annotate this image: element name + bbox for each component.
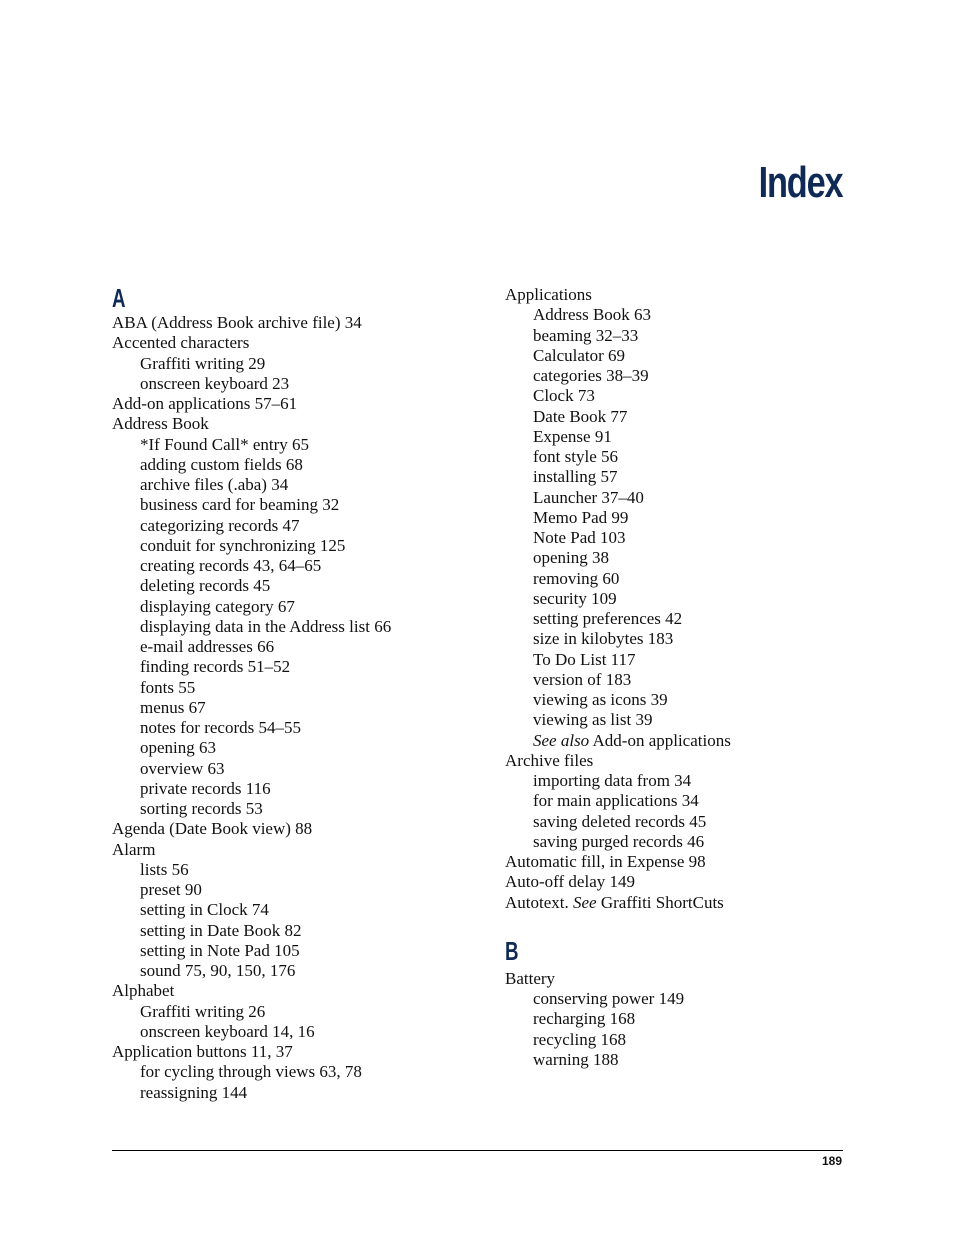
index-subentry: security 109 [533,588,617,608]
index-subentry: Graffiti writing 26 [140,1001,266,1021]
index-subentry: Date Book 77 [533,406,628,426]
index-subentry: font style 56 [533,447,618,466]
index-subentry: menus 67 [140,697,206,717]
see-also-target: Add-on applications [589,730,731,750]
index-subentry: archive files (.aba) 34 [140,475,289,494]
index-subentry: onscreen keyboard 14, 16 [140,1021,315,1041]
page-number: 189 [821,1154,842,1168]
index-subentry: fonts 55 [140,677,196,697]
index-list-applications [505,285,845,731]
index-subentry: lists 56 [140,859,189,879]
index-entry: Accented characters [112,333,250,353]
index-subentry: saving deleted records 45 [533,811,707,831]
index-subentry: deleting records 45 [140,576,271,596]
autotext-term: Autotext. [505,892,573,912]
index-autotext [505,893,845,913]
index-subentry: business card for beaming 32 [140,495,340,515]
index-subentry: conduit for synchronizing 125 [140,535,346,555]
index-entry: Agenda (Date Book view) 88 [112,819,313,839]
index-subentry: Note Pad 103 [533,528,626,547]
index-subentry: finding records 51–52 [140,657,291,677]
index-entry: Automatic fill, in Expense 98 [505,852,706,871]
index-subentry: displaying data in the Address list 66 [140,616,392,636]
index-see-also [505,731,845,751]
index-subentry: creating records 43, 64–65 [140,556,322,575]
index-column-left [112,283,482,1103]
index-subentry: conserving power 149 [533,989,685,1008]
index-subentry: categories 38–39 [533,366,649,385]
index-subentry: warning 188 [533,1049,619,1069]
index-subentry: setting in Date Book 82 [140,920,302,940]
index-entry: Alarm [112,839,156,859]
index-entry: Auto-off delay 149 [505,872,635,892]
index-subentry: removing 60 [533,568,620,588]
index-subentry: displaying category 67 [140,596,295,616]
index-list-b [505,969,845,1070]
index-subentry: Address Book 63 [533,305,652,325]
index-subentry: notes for records 54–55 [140,718,301,737]
index-subentry: Memo Pad 99 [533,507,629,527]
index-subentry: private records 116 [140,778,271,798]
index-subentry: opening 38 [533,548,610,568]
index-subentry: installing 57 [533,467,618,487]
index-subentry: overview 63 [140,758,225,778]
index-subentry: adding custom fields 68 [140,454,303,474]
index-subentry: recharging 168 [533,1009,636,1029]
index-subentry: viewing as icons 39 [533,690,668,709]
index-entry: Applications [505,285,592,304]
footer-rule [112,1150,843,1151]
index-subentry: setting preferences 42 [533,609,683,628]
index-subentry: setting in Clock 74 [140,900,269,920]
index-subentry: sorting records 53 [140,799,263,818]
see-also-italic: See also [533,730,590,750]
index-entry: Address Book [112,414,209,434]
index-list-a [112,313,482,1103]
index-entry: Battery [505,968,556,988]
index-subentry: sound 75, 90, 150, 176 [140,961,296,980]
index-entry: ABA (Address Book archive file) 34 [112,313,362,332]
index-entry: Add-on applications 57–61 [112,394,298,413]
index-subentry: Calculator 69 [533,345,626,365]
index-subentry: onscreen keyboard 23 [140,373,290,393]
index-subentry: version of 183 [533,669,632,689]
index-subentry: *If Found Call* entry 65 [140,434,310,454]
index-subentry: Launcher 37–40 [533,487,644,507]
index-subentry: To Do List 117 [533,649,636,669]
index-column-right [505,285,845,1070]
index-subentry: Expense 91 [533,426,612,446]
section-letter-b: B [505,935,519,966]
index-subentry: saving purged records 46 [533,831,705,851]
index-subentry: Graffiti writing 29 [140,353,266,373]
index-subentry: e-mail addresses 66 [140,637,275,656]
index-entry: Application buttons 11, 37 [112,1042,293,1061]
index-entry: Archive files [505,750,594,770]
index-entry: Alphabet [112,981,175,1001]
index-subentry: opening 63 [140,738,217,758]
index-subentry: preset 90 [140,880,202,899]
page-title: Index [758,158,842,207]
section-letter-a: A [112,283,126,313]
index-list-archive [505,751,845,893]
index-subentry: viewing as list 39 [533,710,653,730]
index-subentry: for main applications 34 [533,791,699,811]
index-subentry: size in kilobytes 183 [533,629,674,649]
index-subentry: beaming 32–33 [533,325,639,345]
index-subentry: setting in Note Pad 105 [140,940,300,960]
index-subentry: Clock 73 [533,386,595,406]
index-subentry: categorizing records 47 [140,515,300,535]
index-subentry: for cycling through views 63, 78 [140,1062,362,1082]
autotext-target: Graffiti ShortCuts [596,892,724,912]
autotext-see: See [573,892,597,912]
index-subentry: reassigning 144 [140,1082,248,1102]
index-subentry: recycling 168 [533,1029,626,1049]
index-subentry: importing data from 34 [533,771,692,790]
